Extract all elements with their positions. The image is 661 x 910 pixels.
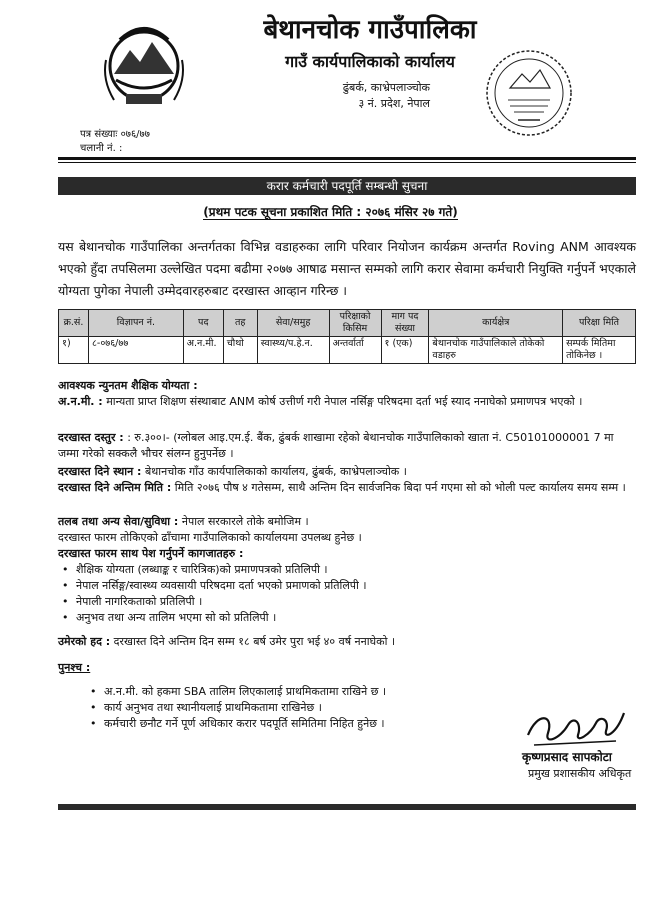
salary-benefits: [58, 514, 636, 530]
header-rule-thin: [58, 162, 636, 163]
venue-text: बेथानचोक गाँउ कार्यपालिकाको कार्यालय, ढुंबर्क, काभ्रेपलाञ्चोक ।: [144, 465, 407, 478]
age-label: उमेरको हद :: [58, 635, 111, 648]
table-header-cell: तह: [223, 310, 257, 337]
municipality-title: बेथानचोक गाउँपालिका: [263, 15, 477, 45]
age-text: दरखास्त दिने अन्तिम दिन सम्म १८ बर्ष उमेर पुरा भई ४० वर्ष ननाघेको ।: [113, 635, 396, 648]
deadline-label: दरखास्त दिने अन्तिम मिति :: [58, 481, 172, 494]
anm-text: मान्यता प्राप्त शिक्षण संस्थाबाट ANM कोर्ष उत्तीर्ण गरी नेपाल नर्सिङ्ग परिषदमा दर्ता भई स्याद ननाघेको प्रमाणपत्र भएको ।: [106, 395, 583, 408]
form-availability-note: दरखास्त फारम तोकिएको ढाँचामा गाउँपालिकाको कार्यालयमा उपलब्ध हुनेछ ।: [58, 531, 362, 544]
table-header-cell: माग पद संख्या: [381, 310, 429, 337]
vacancy-table: [58, 309, 636, 364]
ref-number: पत्र संख्याः ०७६/७७: [80, 129, 150, 140]
publication-date-text: (प्रथम पटक सूचना प्रकाशित मिति : २०७६ मंसिर २७ गते): [203, 205, 458, 219]
address-line-1: ढुंबर्क, काभ्रेपलाञ्चोक: [342, 81, 430, 94]
application-fee: [58, 430, 636, 462]
signatory-name: कृष्णप्रसाद सापकोटा: [522, 750, 612, 764]
list-item: • नेपाली नागरिकताको प्रतिलिपी ।: [62, 595, 203, 608]
deadline-text: मिति २०७६ पौष ४ गतेसम्म, साथै अन्तिम दिन सार्वजनिक बिदा पर्न गएमा सो को भोली पल्ट कार्यालय समय सम्म ।: [174, 481, 626, 494]
table-header-cell: सेवा/समुह: [257, 310, 329, 337]
table-header-cell: परिक्षाको किसिम: [329, 310, 381, 337]
document-item: नेपाल नर्सिङ्ग/स्वास्थ्य व्यवसायी परिषदमा दर्ता भएको प्रमाणको प्रतिलिपी ।: [76, 579, 367, 592]
table-cell: सम्पर्क मितिमा तोकिनेछ ।: [563, 337, 636, 364]
footer-rule: [58, 804, 636, 810]
anm-qualification: [58, 394, 636, 410]
list-item: • अनुभव तथा अन्य तालिम भएमा सो को प्रतिलिपी ।: [62, 611, 277, 624]
document-item: शैक्षिक योग्यता (लब्धाङ्क र चारित्रिक)को प्रमाणपत्रको प्रतिलिपी ।: [76, 563, 328, 576]
anm-label: अ.न.मी. :: [58, 395, 103, 408]
table-header-row: [59, 310, 636, 337]
reference-block: [80, 128, 150, 156]
salary-text: नेपाल सरकारले तोके बमोजिम ।: [181, 515, 309, 528]
table-cell: १): [59, 337, 89, 364]
table-cell: स्वास्थ्य/प.हे.न.: [257, 337, 329, 364]
office-stamp: [484, 48, 574, 138]
table-header-cell: क्र.सं.: [59, 310, 89, 337]
table-cell: अ.न.मी.: [183, 337, 223, 364]
table-header-cell: विज्ञापन नं.: [88, 310, 183, 337]
table-header-cell: पद: [183, 310, 223, 337]
application-deadline: [58, 480, 636, 496]
signatory-title: प्रमुख प्रशासकीय अधिकृत: [528, 767, 632, 780]
venue-label: दरखास्त दिने स्थान :: [58, 465, 142, 478]
qualification-heading: आवश्यक न्युनतम शैक्षिक योग्यता :: [58, 379, 198, 392]
list-item: • कर्मचारी छनौट गर्ने पूर्ण अधिकार करार पदपूर्ति समितिमा निहित हुनेछ ।: [90, 717, 385, 730]
ps-item: कर्मचारी छनौट गर्ने पूर्ण अधिकार करार पदपूर्ति समितिमा निहित हुनेछ ।: [104, 717, 385, 730]
nepal-emblem-icon: [100, 20, 188, 112]
documents-heading: दरखास्त फारम साथ पेश गर्नुपर्ने कागजातहरु :: [58, 547, 244, 560]
application-venue: [58, 464, 636, 480]
table-cell: १ (एक): [381, 337, 429, 364]
table-cell: ८-०७६/७७: [88, 337, 183, 364]
ps-item: अ.न.मी. को हकमा SBA तालिम लिएकालाई प्राथमिकतामा राखिने छ ।: [104, 685, 387, 698]
ps-item: कार्य अनुभव तथा स्थानीयलाई प्राथमिकतामा राखिनेछ ।: [104, 701, 322, 714]
table-header-cell: परिक्षा मिति: [563, 310, 636, 337]
list-item: • नेपाल नर्सिङ्ग/स्वास्थ्य व्यवसायी परिषदमा दर्ता भएको प्रमाणको प्रतिलिपी ।: [62, 579, 367, 592]
document-item: नेपाली नागरिकताको प्रतिलिपी ।: [76, 595, 203, 608]
fee-label: दरखास्त दस्तुर :: [58, 431, 124, 444]
table-header-cell: कार्यक्षेत्र: [429, 310, 563, 337]
list-item: • कार्य अनुभव तथा स्थानीयलाई प्राथमिकतामा राखिनेछ ।: [90, 701, 322, 714]
publication-date: [0, 203, 661, 220]
document-item: अनुभव तथा अन्य तालिम भएमा सो को प्रतिलिपी ।: [76, 611, 277, 624]
table-cell: बेथानचोक गाउँपालिकाले तोकेको वडाहरु: [429, 337, 563, 364]
table-row: [59, 337, 636, 364]
list-item: • शैक्षिक योग्यता (लब्धाङ्क र चारित्रिक)को प्रमाणपत्रको प्रतिलिपी ।: [62, 563, 328, 576]
fee-text: : रु.३००।- (ग्लोबल आइ.एम.ई. बैंक, ढुंबर्क शाखामा रहेको बेथानचोक गाउँपालिकाको खाता नं. C50101000001 7 मा जम्मा गरेको सक्कलै भौचर संलग्न हुनुपर्नेछ ।: [58, 431, 614, 460]
notice-banner: करार कर्मचारी पदपूर्ति सम्बन्धी सुचना: [58, 177, 636, 195]
salary-label: तलब तथा अन्य सेवा/सुविधा :: [58, 515, 179, 528]
dispatch-number: चलानी नं. :: [80, 143, 123, 154]
header-rule: [58, 157, 636, 160]
table-cell: चौथो: [223, 337, 257, 364]
list-item: • अ.न.मी. को हकमा SBA तालिम लिएकालाई प्राथमिकतामा राखिने छ ।: [90, 685, 387, 698]
age-limit: [58, 634, 636, 650]
address-line-2: ३ नं. प्रदेश, नेपाल: [358, 97, 430, 110]
office-subtitle: गाउँ कार्यपालिकाको कार्यालय: [285, 52, 455, 71]
table-cell: अन्तर्वार्ता: [329, 337, 381, 364]
intro-paragraph: यस बेथानचोक गाउँपालिका अन्तर्गतका विभिन्न वडाहरुका लागि परिवार नियोजन कार्यक्रम अन्तर्गत Roving ANM आवश्यक भएको हुँदा तपसिलमा उल्लेखित पदमा बढीमा २०७७ आषाढ मसान्त सम्मको लागि करार सेवामा कर्मचारी नियुक्ति गर्नुपर्ने भएकाले योग्यता पुगेका नेपाली उम्मेदवारहरुबाट दरखास्त आव्हान गरिन्छ ।: [58, 239, 636, 298]
ps-heading: पुनश्च :: [58, 661, 91, 674]
